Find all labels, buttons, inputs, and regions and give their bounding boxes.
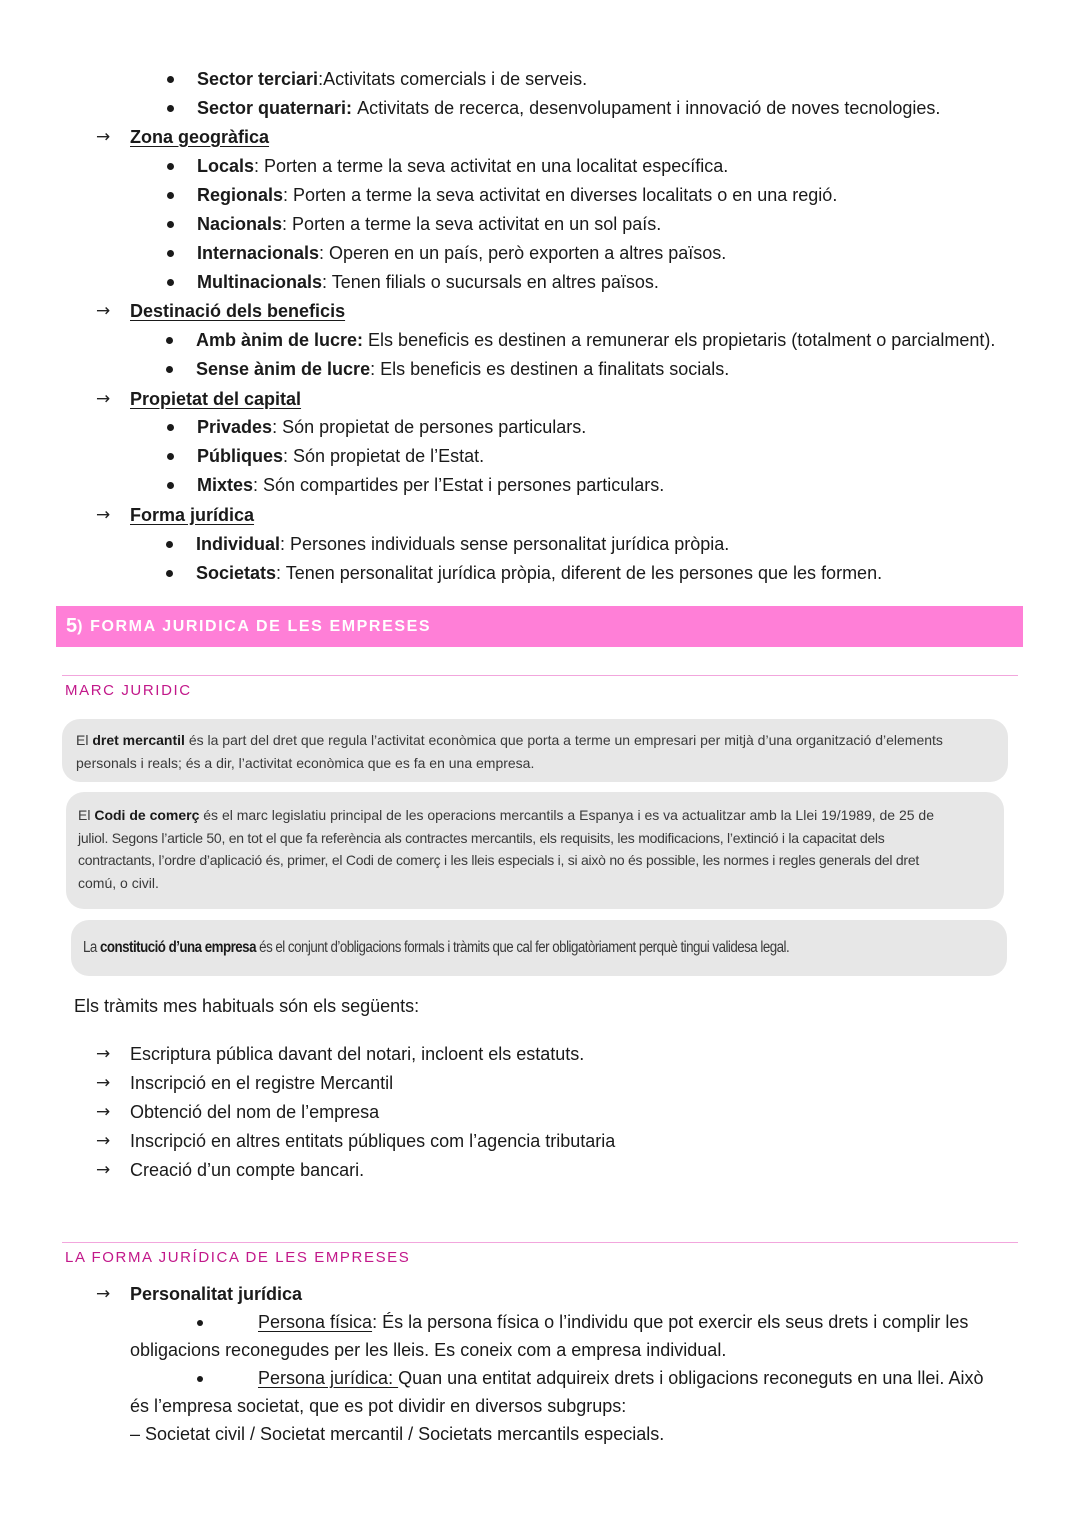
arrow-icon: → [96,1131,111,1151]
item-desc: : Els beneficis es destinen a finalitats socials. [370,358,730,379]
item-text: Creació d’un compte bancari. [130,1159,365,1180]
subsection-title: MARC JURIDIC [65,682,192,699]
bullet-icon [166,541,173,548]
definition-text: obligacions reconegudes per les lleis. Es coneix com a empresa individual. [130,1340,727,1360]
section-number: 5 [66,615,78,637]
definition-box [66,792,1004,909]
category-title: Personalitat jurídica [130,1283,303,1304]
item-term: Societats [196,562,277,583]
bullet-icon [167,105,174,112]
item-desc: Activitats comercials i de serveis. [323,68,588,89]
list-item [167,210,661,238]
list-item [166,326,995,354]
definition-line [258,1364,983,1392]
definition-text: és l’empresa societat, que es pot dividir en diversos subgrups: [130,1396,627,1416]
box-term: dret mercantil [92,732,185,748]
list-item [167,239,726,267]
definition-text: : És la persona física o l’individu que pot exercir els seus drets i complir les [372,1312,969,1332]
box-text: El [78,807,95,823]
definition-text: – Societat civil / Societat mercantil / Societats mercantils especials. [130,1424,665,1444]
box-text: comú, o civil. [78,874,159,891]
arrow-icon: → [96,1073,111,1093]
bullet-icon [167,250,174,257]
definition-box [71,920,1007,976]
item-term: Internacionals [197,242,320,263]
arrow-icon: → [96,301,111,321]
item-text: Inscripció en altres entitats públiques com l’agencia tributaria [130,1130,616,1151]
list-item [167,268,659,296]
list-item [96,1127,615,1155]
bullet-icon [167,482,174,489]
item-term: Nacionals [197,213,283,234]
arrow-icon: → [96,127,111,147]
category-heading [96,297,345,325]
item-term: Privades [197,416,273,437]
box-term: Codi de comerç [94,807,200,823]
definition-text: Quan una entitat adquireix drets i obligacions reconeguts en una llei. Això [398,1368,984,1388]
item-desc: Activitats de recerca, desenvolupament i innovació de noves tecnologies. [357,97,941,118]
item-desc: : Són propietat de l’Estat. [283,445,485,466]
bullet-icon [167,424,174,431]
box-text: contractants, l’ordre d’aplicació és, primer, el Codi de comerç i les lleis especials i, si això no és possible, les normes i regles generals del dret [78,852,920,868]
category-heading [96,123,269,151]
item-term: Sector quaternari: [197,97,353,118]
arrow-icon: → [96,1284,111,1304]
definition-term: Persona jurídica: [258,1368,399,1388]
item-desc: : Tenen filials o sucursals en altres països. [322,271,659,292]
item-term: Mixtes [197,474,254,495]
item-term: Sector terciari [197,68,319,89]
bullet-icon [197,1308,203,1336]
bullet-icon [197,1364,203,1392]
box-term: constitució d’una empresa [99,939,256,956]
arrow-icon: → [96,1102,111,1122]
divider [62,675,1018,676]
category-title: Propietat del capital [130,388,302,409]
section-header [56,606,1023,647]
item-term: Públiques [197,445,284,466]
box-text: és la part del dret que regula l’activitat econòmica que porta a terme un empresari per mitjà d’una organització d’elements [184,732,943,748]
bullet-icon [167,192,174,199]
bullet-icon [167,279,174,286]
list-item [167,471,664,499]
list-item [167,413,586,441]
item-text: Escriptura pública davant del notari, incloent els estatuts. [130,1043,585,1064]
intro-text: Els tràmits mes habituals són els següents: [74,996,420,1016]
arrow-icon: → [96,1160,111,1180]
item-desc: : Porten a terme la seva activitat en un sol país. [282,213,662,234]
box-text: La [83,939,100,956]
category-title: Destinació dels beneficis [130,300,346,321]
category-title: Forma jurídica [130,504,255,525]
arrow-icon: → [96,389,111,409]
item-term: Amb ànim de lucre: [196,329,364,350]
arrow-icon: → [96,505,111,525]
category-heading [96,501,254,529]
item-text: Obtenció del nom de l’empresa [130,1101,380,1122]
box-text: El [76,732,93,748]
item-desc: : Porten a terme la seva activitat en diverses localitats o en una regió. [283,184,838,205]
list-item [167,65,587,93]
bullet-icon [167,221,174,228]
item-desc: : Porten a terme la seva activitat en una localitat específica. [254,155,729,176]
list-item [96,1098,379,1126]
item-term: Individual [196,533,281,554]
item-desc: Els beneficis es destinen a remunerar els propietaris (totalment o parcialment). [363,329,996,350]
bullet-icon [167,76,174,83]
list-item [166,559,882,587]
divider [62,1242,1018,1243]
definition-box [62,719,1008,782]
box-text: és el marc legislatiu principal de les operacions mercantils a Espanya i es va actualitzar amb la Llei 19/1989, de 25 de [199,807,934,823]
item-desc: : Són propietat de persones particulars. [272,416,587,437]
bullet-icon [167,453,174,460]
list-item [167,442,484,470]
list-item [167,181,837,209]
item-desc: : Tenen personalitat jurídica pròpia, diferent de les persones que les formen. [276,562,883,583]
list-item [167,94,940,122]
item-text: Inscripció en el registre Mercantil [130,1072,394,1093]
category-title: Zona geogràfica [130,126,270,147]
category-heading [96,1280,302,1308]
list-item [167,152,728,180]
subsection-title: LA FORMA JURÍDICA DE LES EMPRESES [65,1249,411,1266]
item-term: Multinacionals [197,271,323,292]
list-item [96,1156,364,1184]
bullet-icon [166,337,173,344]
item-desc: : Operen en un país, però exporten a altres països. [319,242,727,263]
box-text: és el conjunt d’obligacions formals i tràmits que cal fer obligatòriament perquè tingui validesa legal. [255,939,790,956]
bullet-icon [167,163,174,170]
item-term: Locals [197,155,255,176]
bullet-icon [166,366,173,373]
definition-term: Persona física [258,1312,373,1332]
list-item [96,1040,584,1068]
list-item [166,355,729,383]
item-desc: : Són compartides per l’Estat i persones particulars. [253,474,665,495]
definition-line [258,1308,968,1336]
item-desc: : Persones individuals sense personalitat jurídica pròpia. [280,533,730,554]
box-text: personals i reals; és a dir, l’activitat econòmica que es fa en una empresa. [76,754,535,771]
item-term: Sense ànim de lucre [196,358,371,379]
list-item [96,1069,393,1097]
section-title: ) FORMA JURIDICA DE LES EMPRESES [77,617,432,635]
bullet-icon [166,570,173,577]
box-text: juliol. Segons l’article 50, en tot el que fa referència als contractes mercantils, els requisits, les modificacions, l’extinció i la capacitat dels [78,829,885,846]
list-item [166,530,729,558]
arrow-icon: → [96,1044,111,1064]
item-sep: : [318,68,324,89]
item-term: Regionals [197,184,284,205]
category-heading [96,385,301,413]
